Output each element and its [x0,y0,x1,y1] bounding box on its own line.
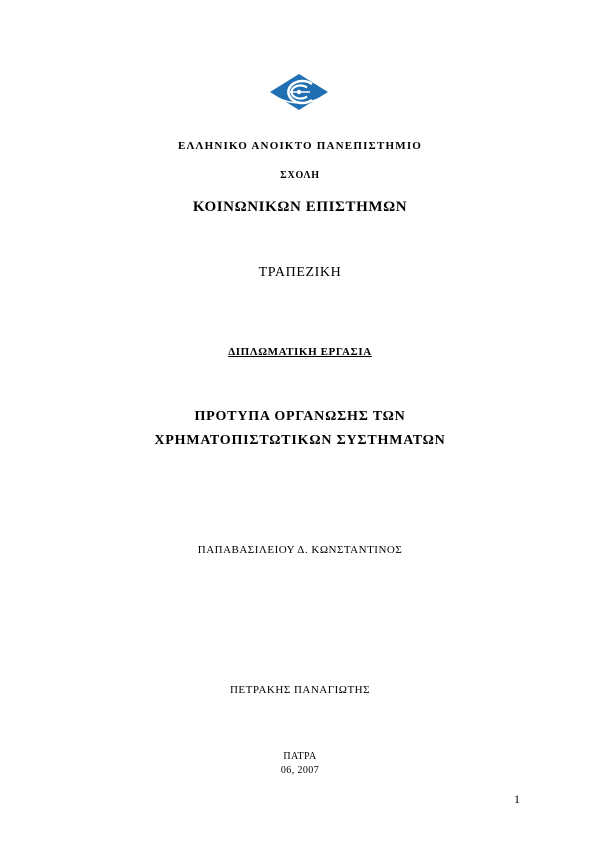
thesis-title-line: ΠΡΟΤΥΠΑ ΟΡΓΑΝΩΣΗΣ ΤΩΝ [194,409,406,424]
university-name: ΕΛΛΗΝΙΚΟ ΑΝΟΙΚΤΟ ΠΑΝΕΠΙΣΤΗΜΙΟ [177,140,423,152]
submission-date: 06, 2007 [280,765,320,776]
page-number: 1 [514,792,520,806]
department-name: ΤΡΑΠΕΖΙΚΗ [258,265,342,280]
school-name: ΚΟΙΝΩΝΙΚΩΝ ΕΠΙΣΤΗΜΩΝ [192,199,408,215]
university-emblem-icon [268,72,330,112]
city-name: ΠΑΤΡΑ [283,751,317,762]
thesis-title-line: ΧΡΗΜΑΤΟΠΙΣΤΩΤΙΚΩΝ ΣΥΣΤΗΜΑΤΩΝ [154,433,446,448]
author-name: ΠΑΠΑΒΑΣΙΛΕΙΟΥ Δ. ΚΩΝΣΤΑΝΤΙΝΟΣ [197,544,403,556]
supervisor-name: ΠΕΤΡΑΚΗΣ ΠΑΝΑΓΙΩΤΗΣ [229,684,371,696]
thesis-type-heading: ΔΙΠΛΩΜΑΤΙΚΗ ΕΡΓΑΣΙΑ [228,346,372,358]
school-label: ΣΧΟΛΗ [280,170,320,181]
